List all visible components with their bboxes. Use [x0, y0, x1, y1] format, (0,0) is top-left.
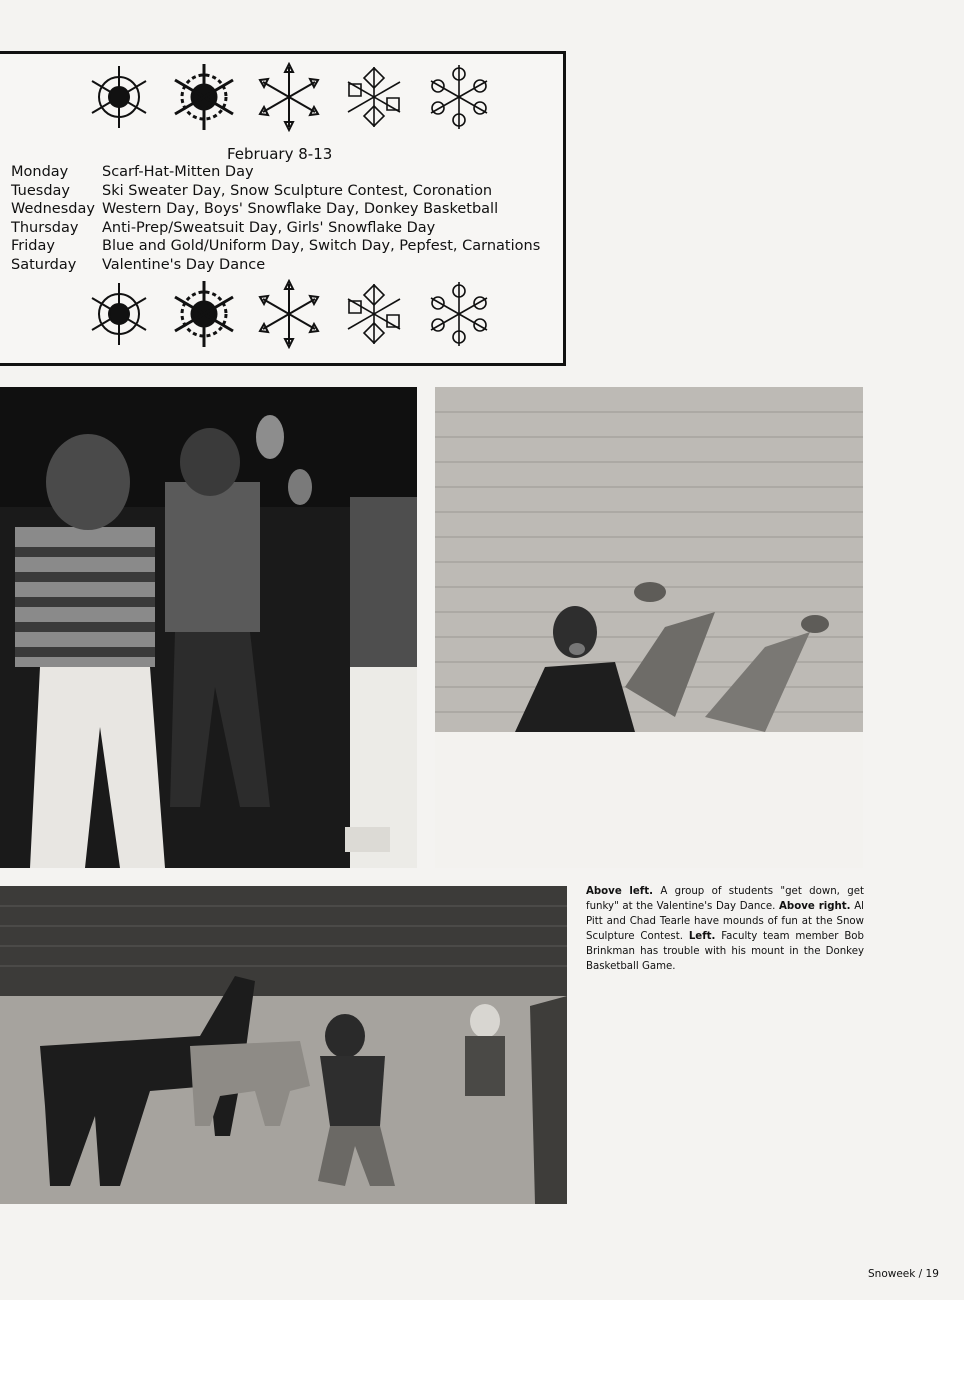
page-folio: Snoweek / 19	[868, 1268, 939, 1280]
photo-caption	[586, 884, 864, 974]
snowflake-icon	[339, 279, 409, 349]
snowflake-icon	[84, 62, 154, 132]
schedule-day: Friday	[11, 238, 55, 255]
schedule-event: Blue and Gold/Uniform Day, Switch Day, Pepfest, Carnations	[102, 238, 541, 255]
bottom-bar	[0, 1300, 964, 1390]
snowflake-icon	[424, 279, 494, 349]
caption-label-above-left: Above left.	[586, 886, 653, 897]
photo-valentines-dance	[0, 387, 417, 868]
schedule-day: Wednesday	[11, 201, 95, 218]
schedule-event: Anti-Prep/Sweatsuit Day, Girls' Snowflake Day	[102, 219, 436, 236]
snowflake-icon	[169, 279, 239, 349]
caption-text-left: Faculty team member Bob Brinkman has trouble with his mount in the Donkey Basketball Game.	[586, 931, 865, 972]
schedule-day: Monday	[11, 164, 69, 180]
schedule-event: Valentine's Day Dance	[102, 256, 266, 273]
schedule-event: Ski Sweater Day, Snow Sculpture Contest, Coronation	[102, 182, 493, 199]
caption-label-left: Left.	[688, 931, 716, 942]
snowflake-row-bottom	[84, 279, 504, 349]
schedule-day: Saturday	[11, 256, 77, 273]
caption-label-above-right: Above right.	[779, 901, 851, 912]
schedule-title: February 8-13	[227, 145, 333, 163]
schedule-day: Thursday	[11, 219, 79, 236]
photo-donkey-basketball	[0, 886, 567, 1204]
schedule-day: Tuesday	[11, 182, 70, 199]
snowflake-row-top	[84, 62, 504, 132]
snowflake-icon	[424, 62, 494, 132]
schedule-event: Western Day, Boys' Snowflake Day, Donkey Basketball	[102, 201, 499, 218]
photo-snow-sculpture-contest	[435, 387, 863, 868]
caption-text-above-left: A group of students "get down, get funky" at the Valentine's Day Dance.	[586, 886, 864, 912]
caption-text-above-right: Al Pitt and Chad Tearle have mounds of fun at the Snow Sculpture Contest.	[586, 901, 865, 942]
snowflake-icon	[84, 279, 154, 349]
snowflake-icon	[339, 62, 409, 132]
snowflake-icon	[169, 62, 239, 132]
snowflake-icon	[254, 62, 324, 132]
snowflake-icon	[254, 279, 324, 349]
schedule-event: Scarf-Hat-Mitten Day	[102, 164, 254, 180]
snoweek-schedule-box	[0, 51, 566, 366]
